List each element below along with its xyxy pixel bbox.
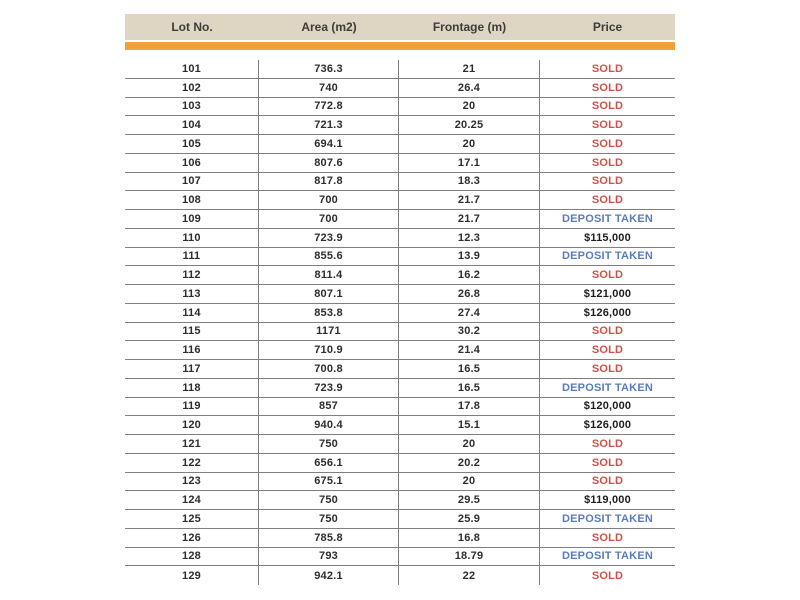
- cell-price: SOLD: [591, 531, 624, 544]
- table-row: [125, 360, 675, 379]
- cell-area: 710.9: [259, 341, 399, 359]
- cell-frontage: 16.8: [399, 529, 540, 547]
- cell-area: 811.4: [259, 266, 399, 284]
- table-row: [125, 154, 675, 173]
- cell-frontage: 22: [399, 566, 540, 585]
- cell-area: 793: [259, 548, 399, 566]
- cell-price: SOLD: [591, 194, 624, 207]
- cell-area: 723.9: [259, 229, 399, 247]
- cell-price: SOLD: [591, 437, 624, 450]
- cell-price: DEPOSIT TAKEN: [561, 512, 653, 525]
- table-row: [125, 116, 675, 135]
- table-row: [125, 229, 675, 248]
- cell-lot-no: 122: [125, 454, 259, 472]
- cell-lot-no: 110: [125, 229, 259, 247]
- table-row: [125, 491, 675, 510]
- table-row: [125, 135, 675, 154]
- cell-frontage: 21.7: [399, 210, 540, 228]
- cell-lot-no: 121: [125, 435, 259, 453]
- cell-lot-no: 108: [125, 191, 259, 209]
- cell-lot-no: 103: [125, 98, 259, 116]
- cell-frontage: 20: [399, 135, 540, 153]
- cell-lot-no: 116: [125, 341, 259, 359]
- cell-lot-no: 118: [125, 379, 259, 397]
- cell-price: SOLD: [591, 569, 624, 582]
- cell-lot-no: 106: [125, 154, 259, 172]
- cell-area: 700: [259, 191, 399, 209]
- cell-frontage: 21.7: [399, 191, 540, 209]
- cell-frontage: 20: [399, 98, 540, 116]
- cell-price: SOLD: [591, 100, 624, 113]
- table-row: [125, 435, 675, 454]
- cell-price: $126,000: [583, 306, 632, 319]
- cell-lot-no: 109: [125, 210, 259, 228]
- table-row: [125, 173, 675, 192]
- cell-price: SOLD: [591, 475, 624, 488]
- cell-area: 942.1: [259, 566, 399, 585]
- table-row: [125, 473, 675, 492]
- cell-lot-no: 117: [125, 360, 259, 378]
- cell-area: 694.1: [259, 135, 399, 153]
- cell-lot-no: 123: [125, 473, 259, 491]
- table-row: [125, 285, 675, 304]
- table-row: [125, 416, 675, 435]
- cell-price: SOLD: [591, 62, 624, 75]
- table-row: [125, 79, 675, 98]
- cell-price: DEPOSIT TAKEN: [561, 212, 653, 225]
- cell-price: SOLD: [591, 175, 624, 188]
- cell-price: $121,000: [583, 287, 632, 300]
- cell-area: 723.9: [259, 379, 399, 397]
- cell-lot-no: 120: [125, 416, 259, 434]
- cell-frontage: 25.9: [399, 510, 540, 528]
- cell-frontage: 21: [399, 60, 540, 78]
- table-row: [125, 191, 675, 210]
- table-row: [125, 379, 675, 398]
- cell-frontage: 27.4: [399, 304, 540, 322]
- cell-frontage: 17.1: [399, 154, 540, 172]
- table-row: [125, 529, 675, 548]
- cell-frontage: 13.9: [399, 248, 540, 266]
- cell-price: $120,000: [583, 400, 632, 413]
- cell-area: 656.1: [259, 454, 399, 472]
- cell-price: $115,000: [584, 231, 631, 244]
- cell-frontage: 17.8: [399, 398, 540, 416]
- accent-bar: [125, 42, 675, 50]
- cell-frontage: 15.1: [399, 416, 540, 434]
- cell-lot-no: 112: [125, 266, 259, 284]
- cell-area: 785.8: [259, 529, 399, 547]
- cell-frontage: 26.8: [399, 285, 540, 303]
- cell-price: DEPOSIT TAKEN: [561, 381, 653, 394]
- table-row: [125, 210, 675, 229]
- cell-frontage: 20.2: [399, 454, 540, 472]
- cell-price: SOLD: [591, 456, 624, 469]
- table-row: [125, 341, 675, 360]
- cell-lot-no: 107: [125, 173, 259, 191]
- cell-price: SOLD: [591, 156, 624, 169]
- cell-lot-no: 126: [125, 529, 259, 547]
- cell-area: 675.1: [259, 473, 399, 491]
- cell-lot-no: 129: [125, 566, 259, 585]
- cell-area: 750: [259, 435, 399, 453]
- cell-lot-no: 114: [125, 304, 259, 322]
- cell-frontage: 12.3: [399, 229, 540, 247]
- cell-price: SOLD: [591, 362, 624, 375]
- table-row: [125, 510, 675, 529]
- cell-area: 940.4: [259, 416, 399, 434]
- cell-lot-no: 119: [125, 398, 259, 416]
- cell-lot-no: 124: [125, 491, 259, 509]
- cell-frontage: 30.2: [399, 323, 540, 341]
- cell-area: 700.8: [259, 360, 399, 378]
- cell-area: 772.8: [259, 98, 399, 116]
- table-row: [125, 398, 675, 417]
- column-header-frontage: Frontage (m): [432, 20, 507, 34]
- cell-price: SOLD: [591, 137, 624, 150]
- cell-lot-no: 105: [125, 135, 259, 153]
- table-row: [125, 566, 675, 585]
- cell-area: 750: [259, 491, 399, 509]
- cell-area: 1171: [259, 323, 399, 341]
- cell-area: 853.8: [259, 304, 399, 322]
- cell-area: 855.6: [259, 248, 399, 266]
- table-row: [125, 304, 675, 323]
- table-row: [125, 98, 675, 117]
- cell-lot-no: 102: [125, 79, 259, 97]
- cell-area: 700: [259, 210, 399, 228]
- cell-price: SOLD: [591, 269, 624, 282]
- cell-frontage: 16.5: [399, 379, 540, 397]
- table-body: [125, 60, 675, 585]
- cell-price: SOLD: [591, 81, 624, 94]
- lot-price-table: [125, 14, 675, 585]
- column-header-area: Area (m2): [301, 20, 357, 34]
- table-row: [125, 323, 675, 342]
- cell-area: 736.3: [259, 60, 399, 78]
- cell-lot-no: 104: [125, 116, 259, 134]
- cell-frontage: 26.4: [399, 79, 540, 97]
- table-row: [125, 266, 675, 285]
- cell-price: $119,000: [584, 494, 631, 507]
- cell-frontage: 18.3: [399, 173, 540, 191]
- cell-frontage: 18.79: [399, 548, 540, 566]
- cell-area: 807.6: [259, 154, 399, 172]
- cell-lot-no: 111: [125, 248, 259, 266]
- cell-frontage: 16.5: [399, 360, 540, 378]
- cell-area: 740: [259, 79, 399, 97]
- cell-area: 721.3: [259, 116, 399, 134]
- table-header-row: [125, 14, 675, 40]
- cell-frontage: 29.5: [399, 491, 540, 509]
- cell-area: 857: [259, 398, 399, 416]
- cell-price: DEPOSIT TAKEN: [561, 250, 653, 263]
- cell-lot-no: 115: [125, 323, 259, 341]
- cell-lot-no: 128: [125, 548, 259, 566]
- cell-area: 807.1: [259, 285, 399, 303]
- cell-price: $126,000: [583, 419, 632, 432]
- table-row: [125, 454, 675, 473]
- table-row: [125, 548, 675, 567]
- column-header-price: Price: [592, 20, 623, 34]
- cell-price: SOLD: [591, 119, 624, 132]
- cell-frontage: 16.2: [399, 266, 540, 284]
- cell-frontage: 20: [399, 435, 540, 453]
- cell-price: SOLD: [591, 325, 624, 338]
- cell-frontage: 20.25: [399, 116, 540, 134]
- cell-lot-no: 101: [125, 60, 259, 78]
- cell-frontage: 20: [399, 473, 540, 491]
- cell-area: 750: [259, 510, 399, 528]
- column-header-lot-no: Lot No.: [171, 20, 213, 34]
- cell-price: DEPOSIT TAKEN: [561, 550, 653, 563]
- cell-lot-no: 125: [125, 510, 259, 528]
- table-row: [125, 60, 675, 79]
- cell-price: SOLD: [591, 344, 624, 357]
- table-row: [125, 248, 675, 267]
- cell-area: 817.8: [259, 173, 399, 191]
- cell-lot-no: 113: [125, 285, 259, 303]
- cell-frontage: 21.4: [399, 341, 540, 359]
